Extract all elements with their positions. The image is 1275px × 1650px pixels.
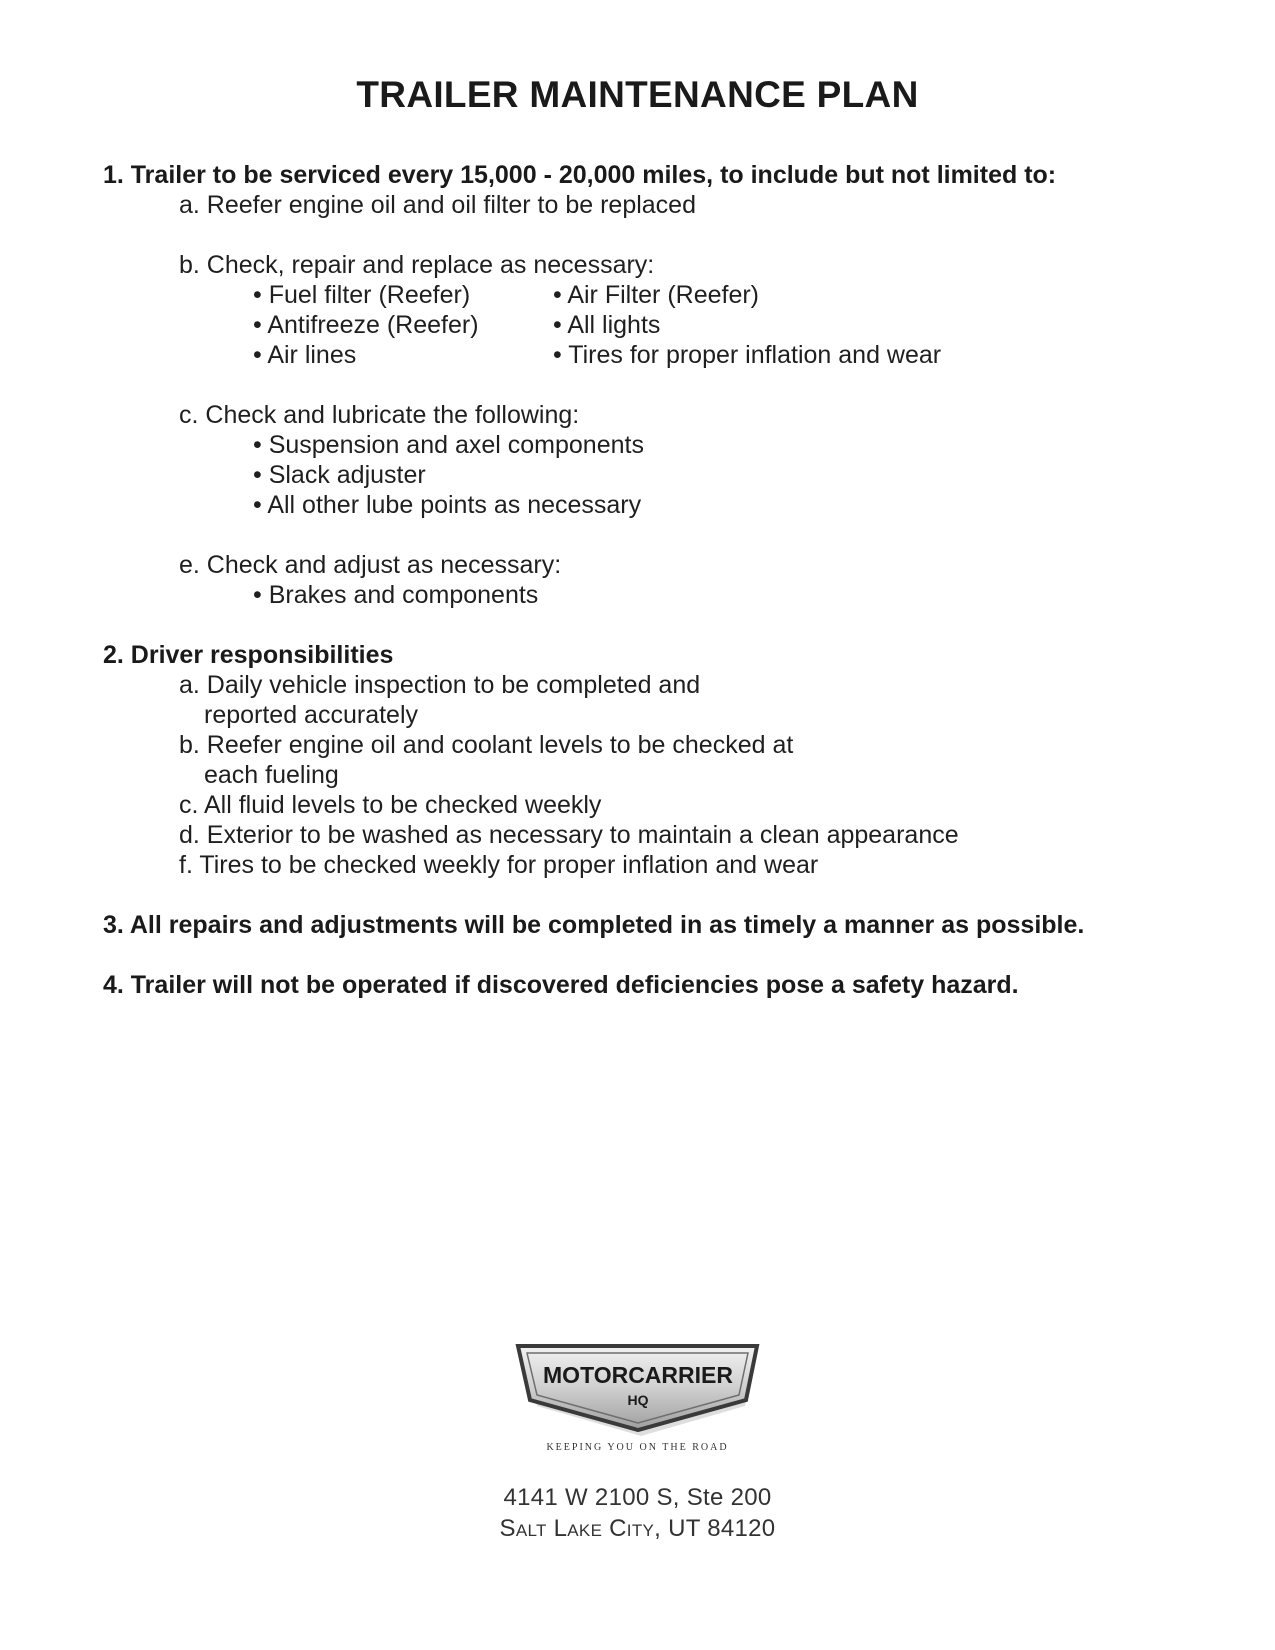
list-item: • All lights	[553, 311, 661, 339]
section-2-item-b: b. Reefer engine oil and coolant levels to be checked at	[179, 731, 794, 759]
list-item: • Fuel filter (Reefer)	[253, 281, 471, 309]
section-1-item-e-heading: e. Check and adjust as necessary:	[179, 551, 562, 579]
section-3: 3. All repairs and adjustments will be completed in as timely a manner as possible.	[103, 911, 1085, 939]
list-item: • Suspension and axel components	[253, 431, 644, 459]
section-1-item-b-heading: b. Check, repair and replace as necessary:	[179, 251, 655, 279]
section-4: 4. Trailer will not be operated if discovered deficiencies pose a safety hazard.	[103, 971, 1019, 999]
logo-badge	[510, 1336, 765, 1441]
logo-subtext: HQ	[627, 1392, 649, 1408]
section-2-item-a-cont: reported accurately	[204, 701, 419, 729]
section-1-item-c-heading: c. Check and lubricate the following:	[179, 401, 580, 429]
section-1-item-a: a. Reefer engine oil and oil filter to be replaced	[179, 191, 696, 219]
section-2-item-c: c. All fluid levels to be checked weekly	[179, 791, 602, 819]
list-item: • Tires for proper inflation and wear	[553, 341, 942, 369]
section-2-item-f: f. Tires to be checked weekly for proper inflation and wear	[179, 851, 819, 879]
logo-wordmark: MOTORCARRIER	[543, 1362, 733, 1388]
logo-tagline: KEEPING YOU ON THE ROAD	[546, 1442, 729, 1453]
plan-content	[103, 160, 1223, 1000]
section-1-heading: 1. Trailer to be serviced every 15,000 - 20,000 miles, to include but not limited to:	[103, 161, 1057, 189]
company-logo	[510, 1336, 765, 1451]
address-line-2: Salt Lake City, UT 84120	[499, 1515, 776, 1542]
page-title: TRAILER MAINTENANCE PLAN	[356, 74, 919, 115]
list-item: • Brakes and components	[253, 581, 539, 609]
section-2-item-d: d. Exterior to be washed as necessary to maintain a clean appearance	[179, 821, 959, 849]
list-item: • All other lube points as necessary	[253, 491, 642, 519]
list-item: • Antifreeze (Reefer)	[253, 311, 479, 339]
list-item: • Air lines	[253, 341, 357, 369]
section-2-item-b-cont: each fueling	[204, 761, 339, 789]
address-line-1: 4141 W 2100 S, Ste 200	[503, 1484, 772, 1511]
section-1-item-b-list	[103, 280, 1223, 370]
section-2-item-a: a. Daily vehicle inspection to be completed and	[179, 671, 701, 699]
list-item: • Air Filter (Reefer)	[553, 281, 760, 309]
section-2-heading: 2. Driver responsibilities	[103, 641, 394, 669]
list-item: • Slack adjuster	[253, 461, 426, 489]
